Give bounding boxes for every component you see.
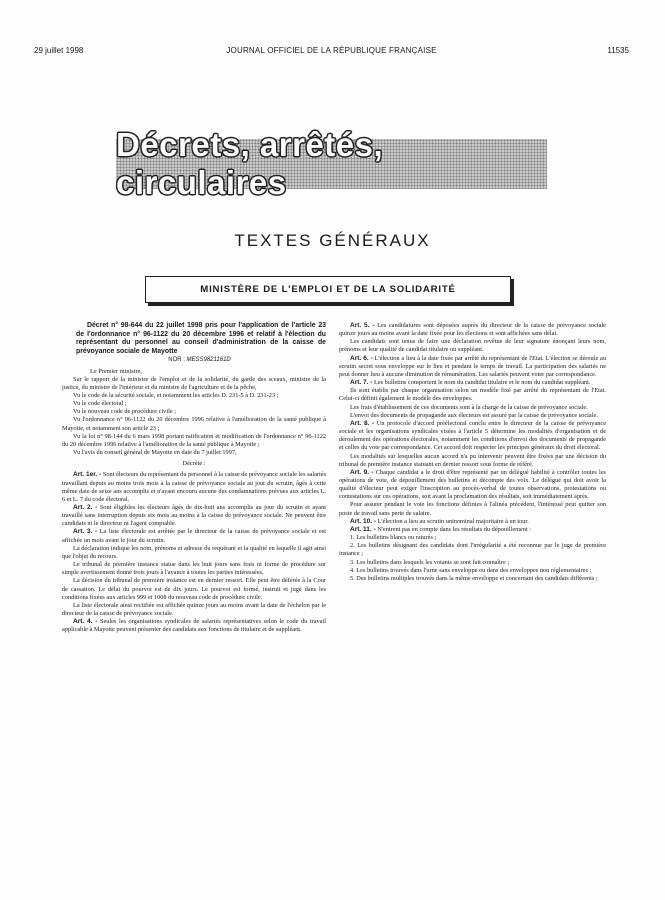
section-title: TEXTES GÉNÉRAUX	[234, 231, 431, 250]
article-7-paragraph: Les frais d'établissement de ces documents sont à la charge de la caisse de prévoyance sociale.	[350, 403, 588, 411]
article-9-text: Chaque candidat a le droit d'être représenté par un délégué habilité à contrôler toutes les opérations de vote, de dépouillement des bulletins et décompte des voix. Le délégué qui doit avoir la qualité d'électeur peut exiger l'inscription au procès-verbal de toutes observations, protestations ou contestations sur ces opérations, soit avant la proclamation des résultats, soit immédiatement après.	[339, 468, 606, 501]
article-3-label: Art. 3. -	[73, 528, 98, 536]
nor-label: NOR :	[168, 357, 185, 363]
article-11-item: 5. Des bulletins multiples trouvés dans la même enveloppe et concernant des candidats différents ;	[350, 574, 598, 582]
article-5-label: Art. 5. -	[350, 322, 375, 329]
article-8-paragraph: Les modalités sur lesquelles aucun accord n'a pu intervenir peuvent être fixées par une décision du tribunal de première instance statuant en dernier ressort sous forme de référé.	[339, 452, 606, 468]
article-5	[339, 322, 606, 338]
article-7	[339, 379, 606, 387]
article-11-text: N'entrent pas en compte dans les résultats du dépouillement :	[375, 525, 532, 533]
article-3-paragraph: La décision du tribunal de première instance est en dernier ressort. Elle peut être déférée à la Cour de cassation. Le délai du pourvoi est de dix jours. Le pourvoi est formé, instruit et jugé dans les conditions fixées aux articles 999 et 1008 du nouveau code de procédure civile.	[62, 577, 326, 601]
intro-paragraph: Vu le code de la sécurité sociale, et notamment les articles D. 231-5 à D. 231-23 ;	[73, 391, 279, 399]
right-column	[339, 322, 606, 583]
article-3-paragraph: Le tribunal de première instance statue dans les huit jours sans frais ni forme de procédure sur simple avertissement donné trois jours à l'avance à toutes les parties intéressées.	[62, 561, 326, 577]
header-page-number: 11535	[607, 46, 629, 55]
article-2	[62, 504, 326, 528]
article-11-item: 2. Les bulletins désignant des candidats dont l'irrégularité a été reconnue par le juge de première instance ;	[339, 542, 606, 558]
article-11	[339, 526, 606, 534]
article-1-label: Art. 1er. -	[73, 471, 102, 479]
article-5-paragraph: Les candidats sont tenus de faire une déclaration revêtue de leur signature énonçant leurs nom, prénoms et leur qualité de candidat titulaire ou suppléant.	[339, 338, 606, 354]
article-3	[62, 528, 326, 544]
article-9-paragraph: Pour assurer pendant le vote les fonctions définies à l'alinéa précédent, l'intéressé peut quitter son poste de travail sans perte de salaire.	[339, 501, 606, 517]
article-7-label: Art. 7. -	[350, 379, 373, 387]
article-2-text: Sont éligibles les électeurs âgés de dix-huit ans accomplis au jour du scrutin et ayant travaillé sans interruption depuis six mois au moins à la caisse de prévoyance sociale. Ne peuvent être candidats ni le directeur ni l'agent comptable.	[62, 504, 326, 528]
article-4-text: Seules les organisations syndicales de salariés représentatives selon le code du travail applicable à Mayotte peuvent présenter des candidats aux fonctions de titulaire et de suppléant.	[62, 618, 326, 634]
article-11-item: 4. Les bulletins trouvés dans l'urne sans enveloppe ou dans des enveloppes non réglementaires ;	[350, 566, 592, 574]
article-7-text: Les bulletins comportent le nom du candidat titulaire et le nom du candidat suppléant.	[372, 379, 591, 387]
intro-paragraph: Vu la loi n° 98-144 du 6 mars 1998 portant ratification et modification de l'ordonnance n° 96-1122 du 20 décembre 1996 relative à l'amélioration de la santé publique à Mayotte ;	[62, 432, 326, 448]
article-2-label: Art. 2. -	[73, 504, 98, 511]
article-6	[339, 355, 606, 379]
article-11-item: 1. Les bulletins blancs ou raturés ;	[350, 534, 437, 542]
page-header	[34, 46, 629, 60]
nor-code: MESS9821161D	[186, 357, 231, 363]
article-1	[62, 471, 326, 504]
left-column	[62, 322, 326, 635]
intro-paragraph: Sur le rapport de la ministre de l'emploi et de la solidarité, du garde des sceaux, ministre de la justice, du ministre de l'intérieur et du ministre de l'agriculture et de la pêche,	[62, 375, 326, 391]
article-6-label: Art. 6. -	[350, 354, 373, 362]
ministry-heading: MINISTÈRE DE L'EMPLOI ET DE LA SOLIDARITÉ	[145, 276, 511, 303]
header-journal-title: JOURNAL OFFICIEL DE LA RÉPUBLIQUE FRANÇAISE	[226, 46, 437, 55]
section-banner	[116, 126, 547, 201]
article-9	[339, 469, 606, 502]
decree-title: Décret n° 98-644 du 22 juillet 1998 pris pour l'application de l'article 23 de l'ordonnance n° 96-1122 du 20 décembre 1996 et relatif à l'élection du représentant du personnel au conseil d'administration de la caisse de prévoyance sociale de Mayotte	[76, 322, 326, 355]
signatory-line: Le Premier ministre,	[90, 367, 142, 375]
article-8-label: Art. 8. -	[350, 419, 375, 427]
intro-paragraph: Vu le nouveau code de procédure civile ;	[73, 408, 176, 416]
article-11-label: Art. 11. -	[350, 525, 376, 533]
article-10-text: L'élection a lieu au scrutin uninominal majoritaire à un tour.	[376, 517, 529, 525]
intro-paragraph: Vu l'avis du conseil général de Mayotte en date du 7 juillet 1997,	[73, 449, 237, 457]
article-11-item: 3. Les bulletins dans lesquels les votants se sont fait connaître ;	[350, 558, 510, 566]
article-10	[339, 518, 606, 526]
banner-title: Décrets, arrêtés, circulaires	[116, 126, 384, 201]
article-3-paragraph: La liste électorale ainsi rectifiée est affichée quinze jours au moins avant la date de l'échelon par le directeur de la caisse de prévoyance sociale.	[62, 601, 326, 618]
article-5-text: Les candidatures sont déposées auprès du directeur de la caisse de prévoyance sociale quinze jours au moins avant la date fixée pour les élections et sont affichées sans délai.	[339, 322, 606, 338]
article-3-text: La liste électorale est arrêtée par le directeur de la caisse de prévoyance sociale et est affichée un mois avant le jour du scrutin.	[62, 528, 326, 544]
article-6-text: L'élection a lieu à la date fixée par arrêté du représentant de l'Etat. L'élection se déroule au scrutin secret sous enveloppe sur le lieu et pendant le temps de travail. La participation des salariés ne peut donner lieu à aucune diminution de rémunération. Les salariés peuvent voter par correspondance.	[339, 354, 606, 378]
header-date: 29 juillet 1998	[34, 46, 84, 55]
article-7-paragraph: L'envoi des documents de propagande aux électeurs est assuré par la caisse de prévoyance sociale.	[350, 411, 598, 419]
article-10-label: Art. 10. -	[350, 517, 377, 525]
intro-paragraph: Vu l'ordonnance n° 96-1122 du 20 décembre 1996 relative à l'amélioration de la santé publique à Mayotte, et notamment son article 23 ;	[62, 416, 326, 432]
article-4-label: Art. 4. -	[73, 618, 98, 626]
intro-paragraph: Vu le code électoral ;	[73, 400, 127, 408]
article-8-text: Un protocole d'accord préélectoral conclu entre le directeur de la caisse de prévoyance sociale et les organisations syndicales visées à l'article 5 détermine les modalités d'organisation et de déroulement des opérations électorales, notamment les conditions d'envoi des documents de propagande et celles du vote par correspondance. Cet accord doit respecter les principes généraux du droit électoral.	[339, 419, 606, 452]
decrete-line: Décrète :	[182, 460, 206, 468]
article-4	[62, 618, 326, 634]
article-7-paragraph: Ils sont établis par chaque organisation selon un modèle fixé par arrêté du représentant de l'Etat. Celui-ci définit également le modèle des enveloppes.	[339, 387, 606, 403]
nor-reference	[62, 356, 326, 365]
article-1-text: Sont électeurs du représentant du personnel à la caisse de prévoyance sociale les salariés travaillant depuis au moins trois mois à la caisse de prévoyance sociale au jour du scrutin, âgés à cette même date de seize ans accomplis et n'ayant encouru aucune des condamnations prévues aux articles L. 6 et L. 7 du code électoral.	[62, 471, 326, 503]
article-8	[339, 420, 606, 453]
article-9-label: Art. 9. -	[350, 468, 374, 476]
article-3-paragraph: La déclaration indique les nom, prénoms et adresse du requérant et la qualité en laquelle il agit ainsi que l'objet du recours.	[62, 544, 326, 560]
